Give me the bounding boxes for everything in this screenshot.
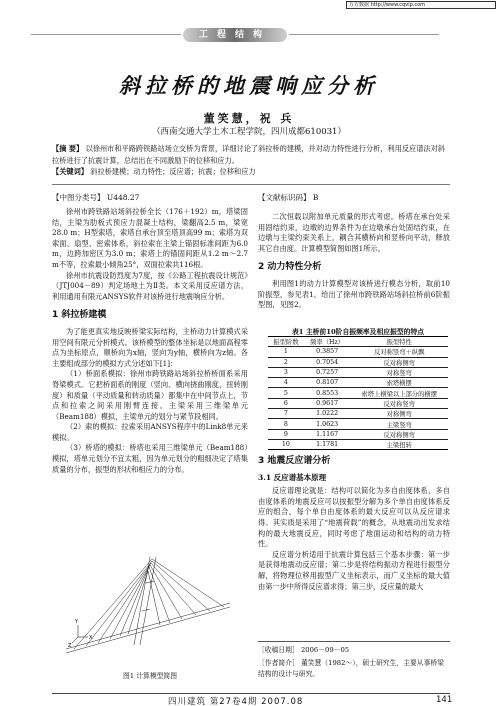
keywords-text: 斜拉桥建模；动力特性；反应谱；抗震；位移和应力 bbox=[90, 167, 256, 176]
table-cell: 反对称侧弯 bbox=[350, 357, 448, 367]
table-row bbox=[268, 419, 448, 429]
table-row bbox=[268, 429, 448, 439]
table-cell: 主梁竖弯 bbox=[350, 419, 448, 429]
section-heading: 1 斜拉桥建模 bbox=[52, 310, 107, 321]
keywords-label: 【关键词】 bbox=[52, 167, 88, 176]
abstract-label: 【摘 要】 bbox=[52, 144, 84, 153]
table-row bbox=[268, 439, 448, 449]
axis-label-z: Z bbox=[68, 643, 72, 649]
footnote-rule bbox=[258, 641, 450, 642]
table-header: 频率（Hz） bbox=[304, 337, 351, 347]
table-cell: 9 bbox=[268, 429, 304, 439]
table-cell: 6 bbox=[268, 398, 304, 408]
watermark: 万方数据 http://www.cqvip.com bbox=[346, 1, 496, 9]
clc-number bbox=[52, 192, 139, 203]
table-cell: 反对称侧弯 bbox=[350, 429, 448, 439]
table-cell: 10 bbox=[268, 439, 304, 449]
table-row bbox=[268, 409, 448, 419]
body-paragraph: （1）桥面系模拟：徐州市跨铁路站场斜拉桥桥面系采用脊梁模式。它把桥面系的刚度（竖向、横向挠曲刚度，扭转刚度）和质量（平动质量和转动质量）都集中在中间节点上，节点和拉索之间采用刚臂连接。主梁采用三维梁单元（Beam188）模拟，主梁单元的划分与紧节段相同。 bbox=[52, 369, 248, 421]
journal-info: 四川建筑 第27卷4期 2007.08 bbox=[168, 697, 304, 706]
doc-label: 【文献标识码】 bbox=[258, 193, 311, 202]
page-number: 141 bbox=[436, 695, 453, 705]
body-paragraph: 利用图1的动力计算模型对该桥进行模态分析，取前10阶振型，参见表1。给出了徐州市跨铁路站场斜拉桥前6阶振型图，见图2。 bbox=[258, 278, 450, 310]
figure-caption: 图1 计算模型简图 bbox=[122, 672, 178, 680]
modes-table-wrap bbox=[268, 336, 448, 450]
table-cell: 对称竖弯 bbox=[350, 367, 448, 377]
doc-value: B bbox=[312, 193, 319, 202]
table-cell: 反对称竖弯＋纵飘 bbox=[350, 347, 448, 357]
table-row bbox=[268, 367, 448, 377]
table-cell: 反对称竖弯 bbox=[350, 398, 448, 408]
modes-table bbox=[268, 336, 448, 450]
table-cell: 1.0222 bbox=[304, 409, 351, 419]
page-footer bbox=[0, 693, 498, 706]
table-cell: 8 bbox=[268, 419, 304, 429]
table-row bbox=[268, 347, 448, 357]
bridge-model-figure bbox=[64, 553, 232, 657]
table-row bbox=[268, 357, 448, 367]
table-cell: 4 bbox=[268, 378, 304, 388]
doc-code bbox=[258, 192, 318, 203]
footnote-author: ［作者简介］ 董笑慧（1982～），硕士研究生，主要从事桥梁结构的设计与研究。 bbox=[258, 659, 444, 678]
footnote-received: ［收稿日期］ 2006－09－05 bbox=[258, 646, 350, 654]
table-header: 振型阶数 bbox=[268, 337, 304, 347]
body-paragraph: （2）索的模拟：拉索采用ANSYS程序中的Link8单元来模拟。 bbox=[52, 422, 248, 442]
axis-label-y: Y bbox=[75, 619, 79, 625]
table-cell: 0.7257 bbox=[304, 367, 351, 377]
clc-value: U448.27 bbox=[106, 193, 140, 202]
table-cell: 7 bbox=[268, 409, 304, 419]
table-cell: 1.1167 bbox=[304, 429, 351, 439]
subsection-heading: 3.1 反应谱基本原理 bbox=[258, 472, 327, 482]
table-cell: 索塔横摆 bbox=[350, 378, 448, 388]
section-tag: 工程结构 bbox=[183, 28, 287, 42]
table-cell: 对称侧弯 bbox=[350, 409, 448, 419]
table-cell: 0.8553 bbox=[304, 388, 351, 398]
table-cell: 0.8107 bbox=[304, 378, 351, 388]
abstract bbox=[52, 143, 450, 167]
divider bbox=[52, 184, 450, 185]
table-cell: 0.3857 bbox=[304, 347, 351, 357]
affiliation: （西南交通大学土木工程学院，四川成都610031） bbox=[152, 127, 346, 137]
table-cell: 1.1781 bbox=[304, 439, 351, 449]
left-column bbox=[52, 207, 248, 475]
table-cell: 3 bbox=[268, 367, 304, 377]
body-paragraph: （3）桥塔的模拟：桥塔也采用三维梁单元（Beam188）模拟，塔单元划分不宜太粗，因为单元划分的粗细决定了塔集质量的分布，振型的形状和相应力的分布。 bbox=[52, 443, 248, 474]
body-paragraph: 二次恒载以附加单元质量的形式考虑。桥塔在承台处采用固结约束，边墩的边界条件为在边墩承台处固结约束，在边墩与主梁约束关系上，耦合其横桥向和竖桥向平动，释放其它自由度。计算模型简图如图1所示。 bbox=[258, 212, 450, 253]
table-cell: 0.9617 bbox=[304, 398, 351, 408]
table-cell: 1.0623 bbox=[304, 419, 351, 429]
table-cell: 1 bbox=[268, 347, 304, 357]
body-paragraph: 徐州市跨铁路站场斜拉桥全长（176＋192）m，塔梁固结，主梁为肋板式预应力混凝土结构，梁翻高2.5 m，梁宽28.0 m；H型索塔，索塔自承台顶至塔顶高99 m；索塔为双索面、扇型、密索体系，斜拉索在主梁上锚固标准间距为6.0 m，边跨加密区为3.0 m；索塔上的锚固间距从1.2 m～2.7 m不等，拉索最小倾角25°，双面拉索共116根。 bbox=[52, 207, 248, 269]
table-row bbox=[268, 388, 448, 398]
table-cell: 2 bbox=[268, 357, 304, 367]
table-cell: 5 bbox=[268, 388, 304, 398]
table-caption: 表1 主桥前10阶自振频率及相应振型的特点 bbox=[291, 328, 425, 336]
right-column-bottom bbox=[258, 456, 450, 592]
body-paragraph: 为了能更真实地反映桥梁实际结构，主桥动力计算模式采用空间有限元分析模式。该桥模型的整体坐标是以地面高程零点为坐标原点，顺桥向为x轴，竖向为y轴，横桥向为z轴。各主要组成部分的模拟方式分述如下[1]： bbox=[52, 326, 248, 368]
body-paragraph: 反应谱理论就是：结构可以简化为多自由度体系，多自由度体系的地震反应可以按振型分解为多个单自由度体系反应的组合，每个单自由度体系的最大反应可以从反应谱求得。其实质是采用了“地震荷载”的概念，从地震动出发求结构的最大地震反应，同时考虑了地面运动和结构的动力特性。 bbox=[258, 486, 450, 549]
table-header-row bbox=[268, 337, 448, 347]
table-row bbox=[268, 398, 448, 408]
table-cell: 索塔上横梁以上部分的横摆 bbox=[350, 388, 448, 398]
table-row bbox=[268, 378, 448, 388]
table-cell: 0.7054 bbox=[304, 357, 351, 367]
right-column-top bbox=[258, 212, 450, 311]
body-paragraph: 反应谱分析适用于抗震计算包括三个基本步骤：第一步是获得地震动反应谱；第二步是将结构振动方程进行振型分解，将物理位移用振型广义坐标表示，而广义坐标的最大值由第一步中所得反应谱求得；第三步，反应量的最大 bbox=[258, 549, 450, 591]
body-paragraph: 徐州市抗震设防烈度为7度，按《公路工程抗震设计规范》（JTJ004－89）判定场地土为Ⅱ类。本文采用反应谱方法，利用通用有限元ANSYS软件对该桥进行地震响应分析。 bbox=[52, 270, 248, 301]
section-heading: 3 地震反应谱分析 bbox=[258, 456, 331, 466]
abstract-text: 以徐州市和平路跨铁路站场立交桥为背景，详细讨论了斜拉桥的建模，并对动力特性进行分析，利用反应谱法对斜拉桥进行了抗震计算，总结出在不同激励下的位移和应力。 bbox=[52, 144, 445, 165]
keywords bbox=[52, 167, 450, 177]
section-heading: 2 动力特性分析 bbox=[258, 262, 322, 273]
footer-rule bbox=[52, 693, 450, 694]
table-header: 振型特性 bbox=[350, 337, 448, 347]
clc-label: 【中图分类号】 bbox=[52, 193, 105, 202]
paper-title: 斜拉桥的地震响应分析 bbox=[119, 73, 379, 98]
axis-label-x: X bbox=[89, 635, 93, 641]
authors: 董笑慧，祝 兵 bbox=[203, 112, 295, 125]
table-cell: 主梁扭转 bbox=[350, 439, 448, 449]
